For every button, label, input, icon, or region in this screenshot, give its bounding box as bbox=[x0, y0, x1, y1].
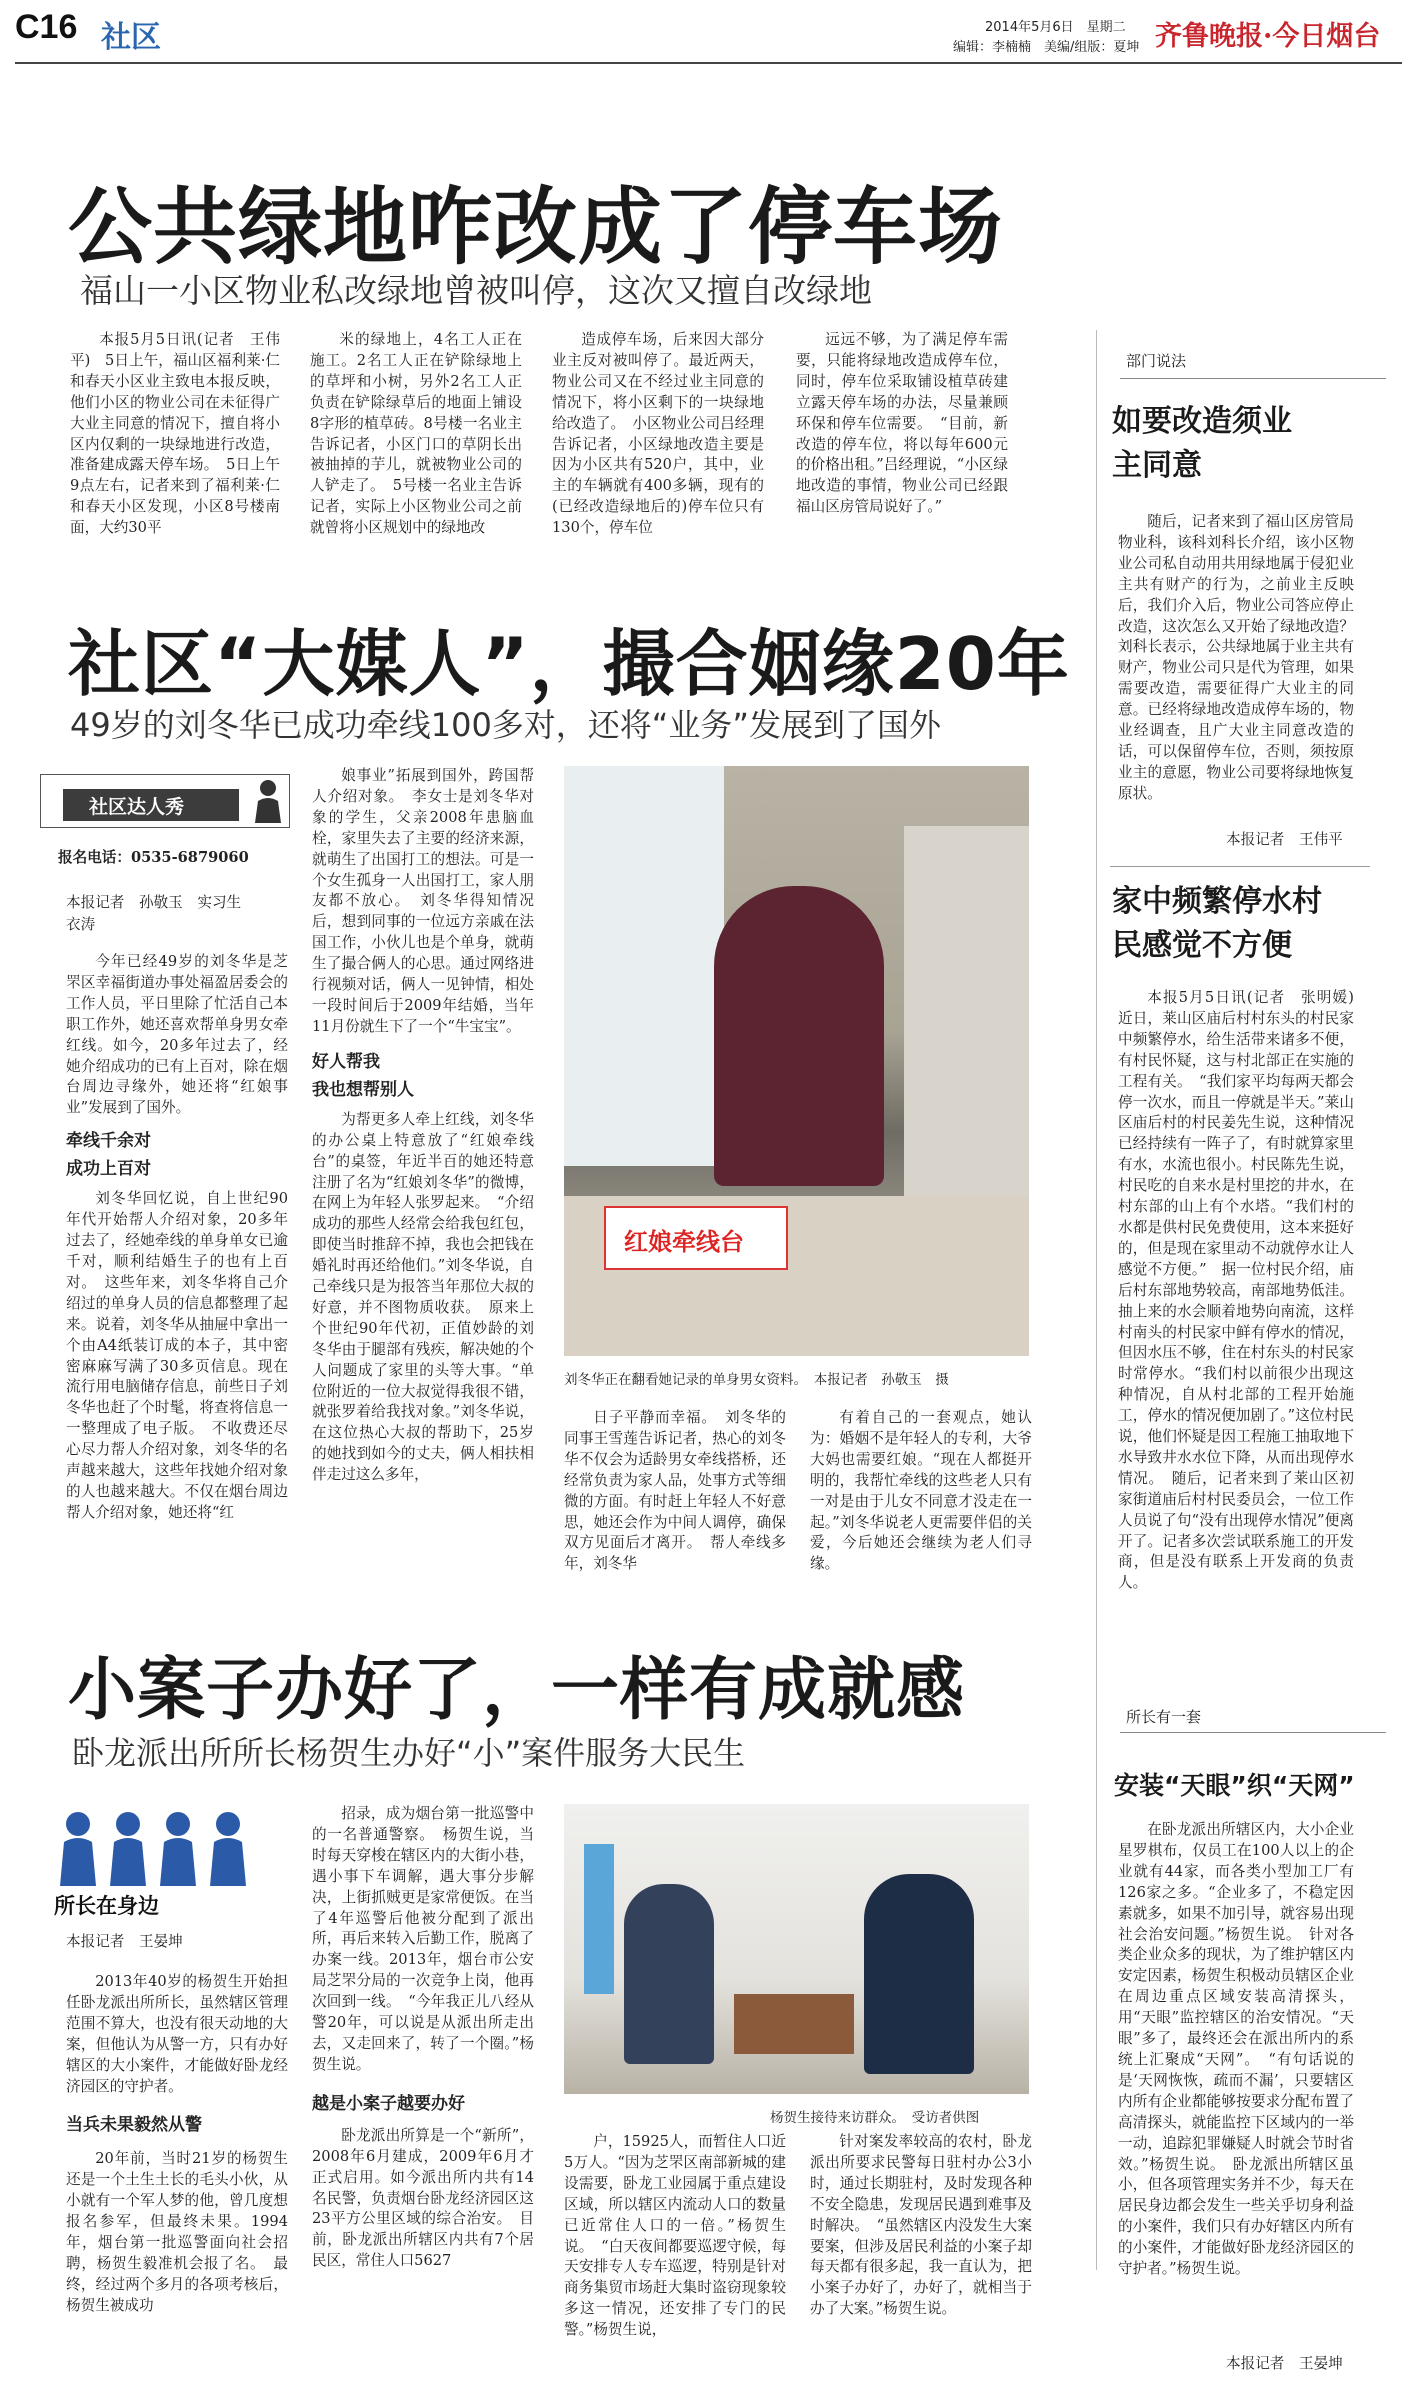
masthead-rule bbox=[15, 62, 1402, 64]
story3-col4: 户，15925人，而暂住人口近5万人。“因为芝罘区南部新城的建设需要，卧龙工业园属于重点建设区域，所以辖区内流动人口的数量已近常住人口的一倍。”杨贺生说。 “白天夜间都要巡逻守候，每天安排专人专车巡逻，特别是针对商务集贸市场赶大集时盗窃现象较多这一情况，还安排了专门的民警。”杨贺生说， bbox=[564, 2133, 786, 2339]
masthead bbox=[15, 8, 1402, 60]
story3-col2: 招录，成为烟台第一批巡警中的一名普通警察。 杨贺生说，当时每天穿梭在辖区内的大街小巷，遇小事下车调解，遇大事分步解决，上街抓贼更是家常便饭。在当了4年巡警后他被分配到了派出所，再后来转入后勤工作，脱离了办案一线。2013年，烟台市公安局芝罘分局的一次竞争上岗，他再次回到一线。 “今年我正儿八经从警20年，可以说是从派出所走出去，又走回来了，转了一个圈。”杨贺生说。 越是小案子越要办好 卧龙派出所算是一个“新所”，2008年6月建成，2009年6月才正式启用。如今派出所内共有14名民警，负责烟台卧龙经济园区这23平方公里区域的综合治安。 目前，卧龙派出所辖区内共有7个居民区，常住人口5627 bbox=[312, 1805, 534, 2270]
sidebar1-end-rule bbox=[1110, 866, 1370, 867]
photo-window bbox=[564, 766, 724, 1166]
sidebar3-title: 安装“天眼”织“天网” bbox=[1114, 1771, 1355, 1800]
photo2-table bbox=[734, 1994, 854, 2054]
newspaper-logo: 齐鲁晚报·今日烟台 bbox=[1155, 21, 1381, 52]
story2-subtitle: 49岁的刘冬华已成功牵线100多对，还将“业务”发展到了国外 bbox=[70, 706, 941, 744]
story3-photo bbox=[564, 1804, 1029, 2094]
story3-title: 小案子办好了，一样有成就感 bbox=[68, 1651, 966, 1730]
section-name: 社区 bbox=[101, 20, 161, 55]
story2-title: 社区“大媒人”，撮合姻缘20年 bbox=[68, 622, 1070, 706]
sidebar2-body: 本报5月5日讯(记者 张明媛) 近日，莱山区庙后村村东头的村民家中频繁停水，给生活带来诸多不便，有村民怀疑，这与村北部正在实施的工程有关。 “我们家平均每两天都会停一次水，而且一停就是半天。”莱山区庙后村的村民姜先生说，这种情况已经持续有一阵子了，有时就算家里有水，水流也很小。村民陈先生说，村民吃的自来水是村里挖的井水，在村东部的山上有个水塔。“我们村的水都是供村民免费使用，这本来挺好的，但是现在家里动不动就停水让人感觉不方便。” 据一位村民介绍，庙后村东部地势较高，南部地势低洼。抽上来的水会顺着地势向南流，这样村南头的村民家中鲜有停水的情况，但因水压不够，住在村东头的村民家时常停水。“我们村以前很少出现这种情况，自从村北部的工程开始施工，停水的情况便加剧了。”这位村民说，他们怀疑是因工程施工抽取地下水导致井水水位下降，从而出现停水情况。 随后，记者来到了莱山区初家街道庙后村村民委员会，一位工作人员说了句“没有出现停水情况”便离开了。记者多次尝试联系施工的开发商，但是没有联系上开发商的负责人。 bbox=[1118, 989, 1369, 1592]
page-number: C16 bbox=[15, 8, 78, 46]
sidebar3-byline: 本报记者 王晏坤 bbox=[1226, 2355, 1343, 2372]
editor-credits: 编辑：李楠楠 美编/组版：夏坤 bbox=[953, 40, 1140, 55]
sidebar1-tag-box bbox=[1120, 350, 1386, 379]
story3-photo-caption: 杨贺生接待来访群众。 受访者供图 bbox=[770, 2110, 980, 2126]
story3-col5: 针对案发率较高的农村，卧龙派出所要求民警每日驻村办公3小时，通过长期驻村，及时发现各种不安全隐患，发现居民遇到难事及时解决。 “虽然辖区内没发生大案要案，但涉及居民利益的小案子却每天都有很多起，我一直认为，把小案子办好了，办好了，就相当于办了大案。”杨贺生说。 bbox=[810, 2133, 1032, 2318]
story2-col1: 今年已经49岁的刘冬华是芝罘区幸福街道办事处福盈居委会的工作人员，平日里除了忙活自己本职工作外，她还喜欢帮单身男女牵红线。如今，20多年过去了，经她介绍成功的已有上百对，除在烟台周边寻缘外，她还将“红娘事业”发展到了国外。 牵线千余对 成功上百对 刘冬华回忆说，自上世纪90年代开始帮人介绍对象，20多年过去了，经她牵线的单身单女已逾千对，顺利结婚生子的也有上百对。 这些年来，刘冬华将自己介绍过的单身人员的信息都整理了起来。说着，刘冬华从抽屉中拿出一个由A4纸装订成的本子，其中密密麻麻写满了30多页信息。现在流行用电脑储存信息，前些日子刘冬华也赶了个时髦，将查将信息一一整理成了电子版。 不收费还尽心尽力帮人介绍对象，刘冬华的名声越来越大，这些年找她介绍对象的人也越来越大。不仅在烟台周边帮人介绍对象，她还将“红 bbox=[66, 953, 288, 1521]
sidebar3-tag-box bbox=[1120, 1706, 1386, 1733]
photo2-visitor bbox=[624, 1884, 714, 2064]
photo-shelf bbox=[904, 826, 1029, 1246]
story2-sub2b: 我也想帮别人 bbox=[312, 1079, 414, 1100]
story2-col5: 有着自己的一套观点，她认为：婚姻不是年轻人的专利，大爷大妈也需要红娘。“现在人都挺开明的，我帮忙牵线的这些老人只有一对是由于儿女不同意才没走在一起。”刘冬华说老人更需要伴侣的关爱，今后她还会继续为老人们寻缘。 bbox=[810, 1409, 1032, 1573]
signup-hotline: 报名电话：0535-6879060 bbox=[58, 849, 249, 866]
issue-date: 2014年5月6日 星期二 bbox=[985, 20, 1126, 35]
story2-sub1a: 牵线千余对 bbox=[66, 1131, 151, 1152]
police-badge-label: 所长在身边 bbox=[54, 1894, 159, 1918]
sidebar1-tag: 部门说法 bbox=[1126, 352, 1187, 370]
story1-col2: 米的绿地上，4名工人正在施工。2名工人正在铲除绿地上的草坪和小树，另外2名工人正负责在铲除绿草后的地面上铺设8字形的植草砖。8号楼一名业主告诉记者，小区门口的草阴长出被抽掉的芋儿，就被物业公司的人铲走了。 5号楼一名业主告诉记者，实际上小区物业公司之前就曾将小区规划中的绿地改 bbox=[310, 331, 522, 537]
sidebar1-title: 如要改造须业主同意 bbox=[1112, 404, 1292, 483]
story3-col1: 2013年40岁的杨贺生开始担任卧龙派出所所长，虽然辖区管理范围不算大，也没有很天动地的大案，但他认为从警一方，只有办好辖区的大小案件，才能做好卧龙经济园区的守护者。 当兵未果毅然从警 20年前，当时21岁的杨贺生还是一个土生土长的毛头小伙，从小就有一个军人梦的他，曾几度想报名参军，但最终未果。1994年，烟台第一批巡警面向社会招聘，杨贺生毅准机会报了名。 最终，经过两个多月的各项考核后，杨贺生被成功 bbox=[66, 1973, 288, 2314]
story3-sub2: 越是小案子越要办好 bbox=[312, 2093, 465, 2114]
story2-photo bbox=[564, 766, 1029, 1356]
photo2-officer bbox=[864, 1874, 974, 2074]
story2-sub2a: 好人帮我 bbox=[312, 1051, 380, 1072]
police-icon bbox=[48, 1802, 268, 1886]
story2-byline: 本报记者 孙敬玉 实习生 衣涛 bbox=[66, 894, 256, 933]
story3-byline: 本报记者 王晏坤 bbox=[66, 1933, 183, 1950]
column-badge bbox=[40, 774, 290, 828]
sidebar3-body: 在卧龙派出所辖区内，大小企业星罗棋布，仅员工在100人以上的企业就有44家，而各类小型加工厂有126家之多。“企业多了，不稳定因素就多，如果不加引导，就容易出现社会治安问题。”杨贺生说。 针对各类企业众多的现状，为了维护辖区内安定因素，杨贺生积极动员辖区企业在周边重点区域安装高清探头，用“天眼”监控辖区的治安情况。“天眼”多了，最终还会在派出所内的系统上汇聚成“天网”。 “有句话说的是‘天网恢恢，疏而不漏’，只要辖区内所有企业都能够按要求分配布置了高清探头，就能监控下区域内的一举一动，追踪犯罪嫌疑人时就会节时省效。”杨贺生说。 卧龙派出所辖区虽小，但各项管理实务并不少，每天在居民身边都会发生一些关乎切身利益的小案件，我们只有办好辖区内所有的小案件，才能做好卧龙经济园区的守护者。”杨贺生说。 bbox=[1118, 1821, 1354, 2278]
photo-person bbox=[714, 886, 884, 1186]
story3-subtitle: 卧龙派出所所长杨贺生办好“小”案件服务大民生 bbox=[72, 1734, 746, 1772]
story1-col3: 造成停车场，后来因大部分业主反对被叫停了。最近两天，物业公司又在不经过业主同意的情况下，将小区剩下的一块绿地给改造了。 小区物业公司吕经理告诉记者，小区绿地改造主要是因为小区共有520户，其中，业主的车辆就有400多辆，现有的(已经改造绿地后的)停车位只有130个，停车位 bbox=[552, 331, 764, 537]
story1-col4: 远远不够，为了满足停车需要，只能将绿地改造成停车位，同时，停车位采取铺设植草砖建立露天停车场的办法，尽量兼顾环保和停车位需要。 “目前，新改造的停车位，将以每年600元的价格出租。”吕经理说，“小区绿地改造的事情，物业公司已经跟福山区房管局说好了。” bbox=[796, 331, 1008, 516]
person-icon bbox=[253, 777, 283, 823]
desk-sign bbox=[604, 1206, 788, 1270]
story2-col4: 日子平静而幸福。 刘冬华的同事王雪莲告诉记者，热心的刘冬华不仅会为适龄男女牵线搭桥，还经常负责为家人品，处事方式等细微的方面。有时赶上年轻人不好意思，她还会作为中间人调停，确保双方见面后才离开。 帮人牵线多年，刘冬华 bbox=[564, 1409, 786, 1573]
story2-col2: 娘事业”拓展到国外，跨国帮人介绍对象。 李女士是刘冬华对象的学生，父亲2008年患脑血栓，家里失去了主要的经济来源，就萌生了出国打工的想法。可是一个女生孤身一人出国打工，家人朋友都不放心。 刘冬华得知情况后，想到同事的一位远方亲戚在法国工作，小伙儿也是个单身，就萌生了撮合俩人的心思。通过网络进行视频对话，俩人一见钟情，相处一段时间后于2009年结婚，当年11月份就生下了一个“牛宝宝”。 好人帮我 我也想帮别人 为帮更多人牵上红线，刘冬华的办公桌上特意放了“红娘牵线台”的桌签，年近半百的她还特意注册了名为“红娘刘冬华”的微博，在网上为年轻人张罗起来。 “介绍成功的那些人经常会给我包红包，即使当时推辞不掉，我也会把钱在婚礼时再还给他们。”刘冬华说，自己牵线只是为报答当年那位大叔的好意，并不图物质收获。 原来上个世纪90年代初，正值妙龄的刘冬华由于腿部有残疾，解决她的个人问题成了家里的头等大事。“单位附近的一位大叔觉得我很不错，就张罗着给我找对象。”刘冬华说，在这位热心大叔的帮助下，25岁的她找到如今的丈夫，俩人相扶相伴走过这么多年， bbox=[312, 767, 534, 1484]
police-badge bbox=[40, 1802, 290, 1922]
sidebar1-byline: 本报记者 王伟平 bbox=[1226, 831, 1343, 848]
story1-col1: 本报5月5日讯(记者 王伟平) 5日上午，福山区福利莱·仁和春天小区业主致电本报反映，他们小区的物业公司在未征得广大业主同意的情况下，擅自将小区内仅剩的一块绿地进行改造，准备建成露天停车场。 5日上午9点左右，记者来到了福利莱·仁和春天小区发现，小区8号楼南面，大约30平 bbox=[70, 331, 280, 537]
sidebar1-body: 随后，记者来到了福山区房管局物业科，该科刘科长介绍，该小区物业公司私自动用共用绿地属于侵犯业主共有财产的行为，之前业主反映后，我们介入后，物业公司答应停止改造，这次怎么又开始了绿地改造？ 刘科长表示，公共绿地属于业主共有财产，物业公司只是代为管理，如果需要改造，需要征得广大业主的同意。已经将绿地改造成停车场的，物业经调查，且广大业主同意改造的话，可以保留停车位，否则，须按原业主的意愿，物业公司要将绿地恢复原状。 bbox=[1118, 513, 1369, 802]
photo2-bottle bbox=[584, 1844, 614, 1994]
sidebar3-tag: 所长有一套 bbox=[1126, 1708, 1202, 1726]
sidebar2-title: 家中频繁停水村民感觉不方便 bbox=[1112, 884, 1322, 963]
story2-sub1b: 成功上百对 bbox=[66, 1159, 151, 1180]
sidebar-divider bbox=[1096, 330, 1097, 2270]
desk-sign-text: 红娘牵线台 bbox=[624, 1228, 744, 1256]
story1-subtitle: 福山一小区物业私改绿地曾被叫停，这次又擅自改绿地 bbox=[80, 271, 872, 310]
story2-photo-caption: 刘冬华正在翻看她记录的单身男女资料。 本报记者 孙敬玉 摄 bbox=[564, 1372, 949, 1388]
badge-label: 社区达人秀 bbox=[89, 796, 185, 818]
story1-title: 公共绿地咋改成了停车场 bbox=[68, 178, 1004, 276]
story3-sub1: 当兵未果毅然从警 bbox=[66, 2115, 202, 2136]
